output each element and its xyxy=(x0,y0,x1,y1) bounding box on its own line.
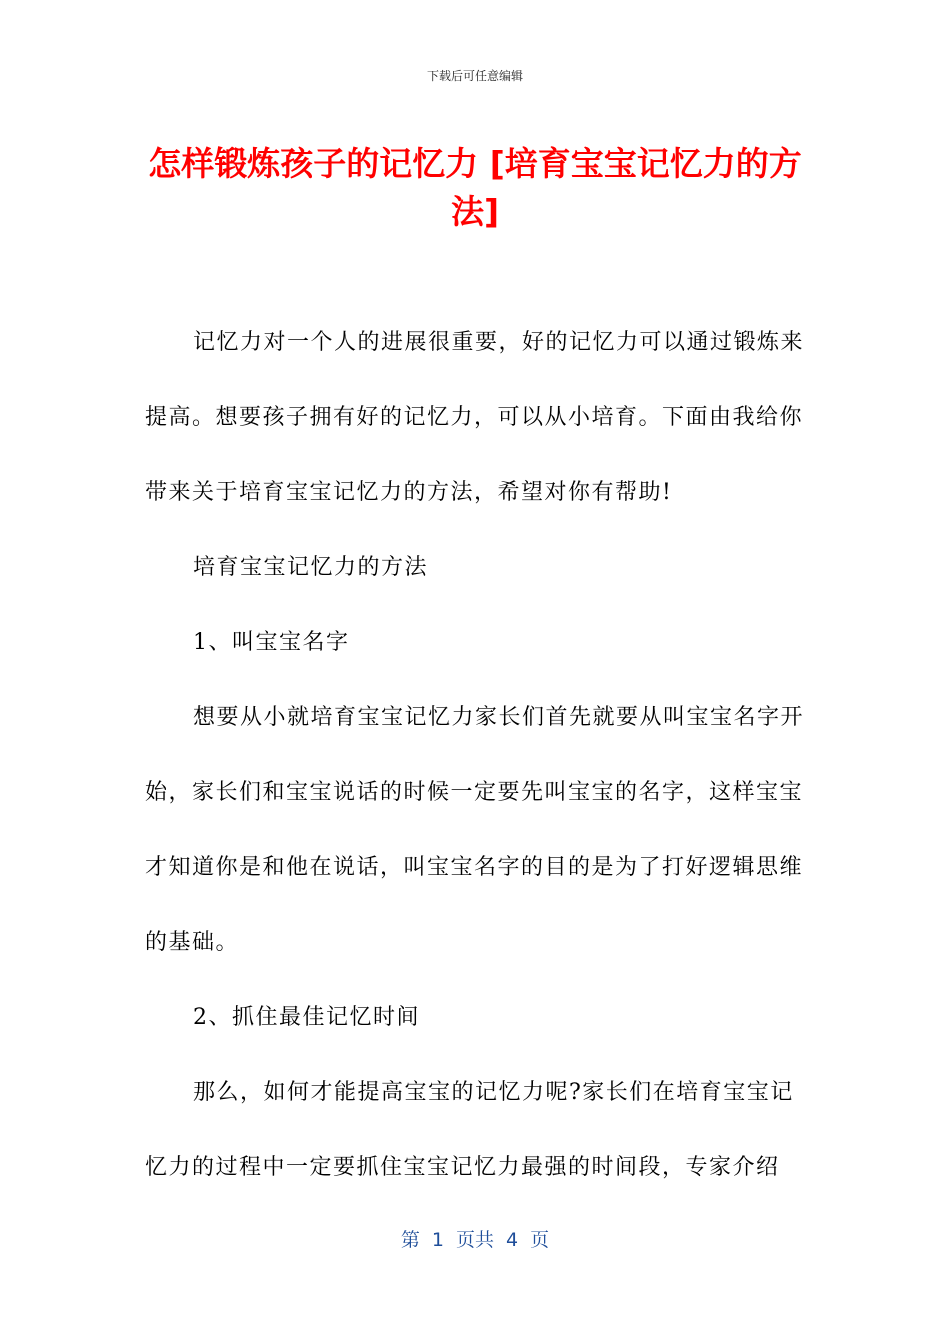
intro-paragraph: 记忆力对一个人的进展很重要，好的记忆力可以通过锻炼来提高。想要孩子拥有好的记忆力，可以从小培育。下面由我给你带来关于培育宝宝记忆力的方法，希望对你有帮助! xyxy=(145,330,805,505)
footer-total-pages: 4 xyxy=(506,1229,519,1251)
footer-page-number: 1 xyxy=(431,1229,444,1251)
subheading-2: 2、抓住最佳记忆时间 xyxy=(193,1005,420,1030)
paragraph-1: 想要从小就培育宝宝记忆力家长们首先就要从叫宝宝名字开始，家长们和宝宝说话的时候一定要先叫宝宝的名字，这样宝宝才知道你是和他在说话，叫宝宝名字的目的是为了打好逻辑思维的基础。 xyxy=(145,705,805,955)
footer-suffix: 页 xyxy=(530,1229,550,1251)
page-footer xyxy=(0,1225,950,1252)
paragraph-2: 那么，如何才能提高宝宝的记忆力呢?家长们在培育宝宝记忆力的过程中一定要抓住宝宝记忆力最强的时间段，专家介绍 xyxy=(145,1080,794,1180)
footer-middle: 页共 xyxy=(455,1229,494,1251)
subheading-1: 1、叫宝宝名字 xyxy=(193,630,350,655)
document-title: 怎样锻炼孩子的记忆力 [培育宝宝记忆力的方法] xyxy=(148,144,802,231)
header-note: 下载后可任意编辑 xyxy=(426,69,523,83)
section-heading: 培育宝宝记忆力的方法 xyxy=(193,555,429,580)
footer-prefix: 第 xyxy=(400,1229,420,1251)
